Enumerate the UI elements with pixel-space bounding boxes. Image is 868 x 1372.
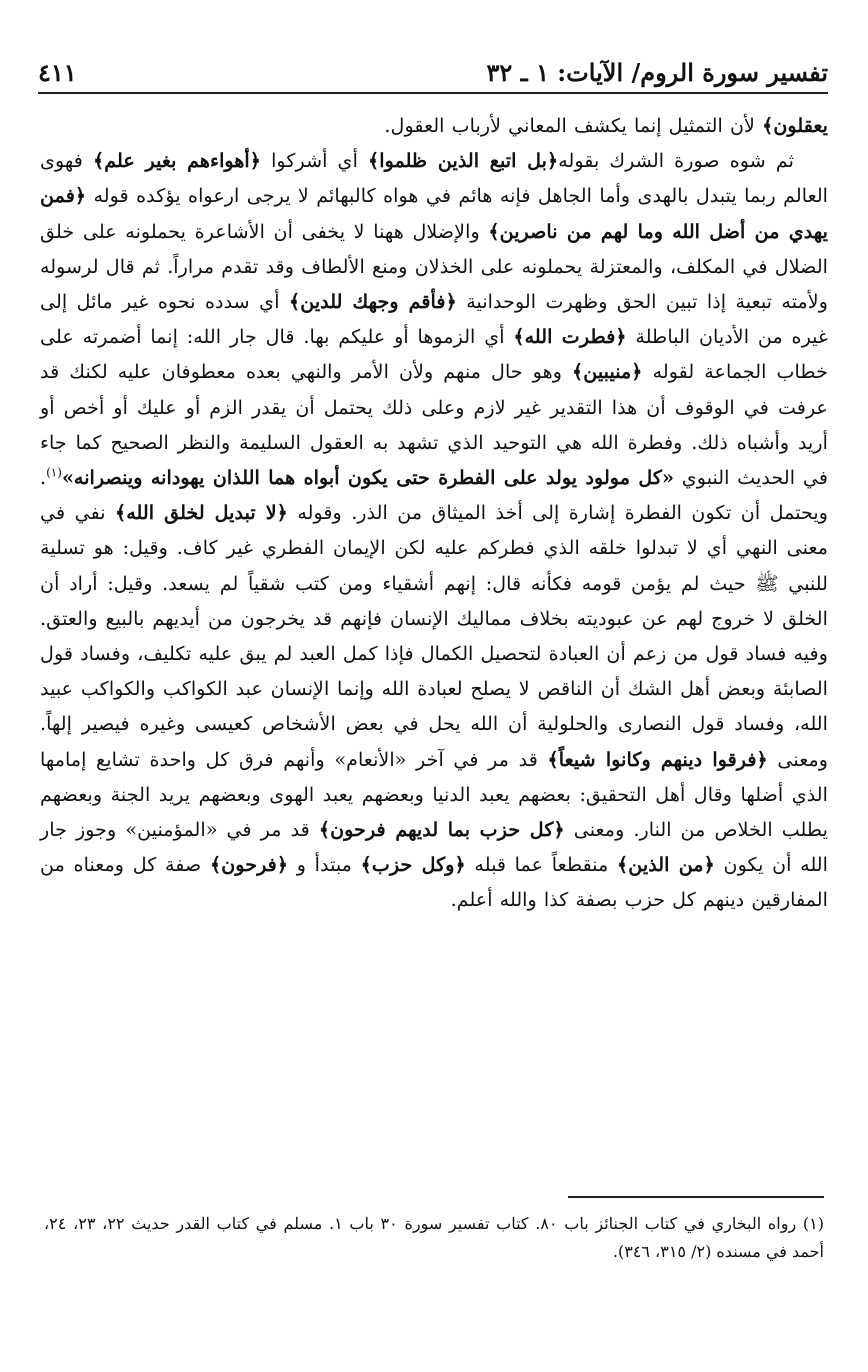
- quran-quote: ﴿منيبين﴾: [572, 360, 643, 384]
- header-title: تفسير سورة الروم/ الآيات: ١ ـ ٣٢: [486, 58, 828, 87]
- quran-quote: ﴿فرحون﴾: [209, 853, 289, 877]
- commentary-text: لأن التمثيل إنما يكشف المعاني لأرباب العقول.: [384, 114, 763, 137]
- quran-quote: ﴿وكل حزب﴾: [360, 853, 466, 877]
- commentary-text: قد مر في «المؤمنين» وجوز جار الله أن يكون: [40, 818, 828, 877]
- commentary-text: مبتدأ و: [288, 853, 361, 877]
- quran-quote: ﴿فطرت الله﴾: [513, 325, 627, 349]
- paragraph-1: [40, 108, 828, 143]
- commentary-text: فهوى العالم ربما يتبدل بالهدى وأما الجاهل فإنه هائم في هواه كالبهائم لا يرجى ارعواه يؤكده قوله: [40, 149, 828, 208]
- commentary-text: والإضلال ههنا لا يخفى أن الأشاعرة يحملونه على خلق الضلال في المكلف، والمعتزلة يحملونه على الخذلان ومنع الألطاف وقد تقدم مراراً. ثم قال لرسوله ولأمته تبعية إذا تبين الحق وظهرت الوحدانية: [40, 219, 828, 314]
- footnotes: [44, 1210, 824, 1266]
- quran-quote: ﴿بل اتبع الذين ظلموا﴾: [368, 149, 559, 173]
- footnote-1: (١) رواه البخاري في كتاب الجنائز باب ٨٠. كتاب تفسير سورة ٣٠ باب ١. مسلم في كتاب القدر حديث ٢٢، ٢٣، ٢٤، أحمد في مسنده (٢/ ٣١٥، ٣٤٦).: [44, 1214, 825, 1261]
- quran-quote: يعقلون﴾: [762, 114, 828, 137]
- footnote-divider: [568, 1196, 824, 1198]
- quran-quote: ﴿من الذين﴾: [617, 853, 715, 877]
- commentary-text: أي أشركوا: [261, 149, 368, 173]
- commentary-text: قد مر في آخر «الأنعام» وأنهم فرق كل واحدة تشايع إمامها الذي أضلها وقال أهل التحقيق: بعضهم يعبد الدنيا وبعضهم يعبد الهوى وبعضهم يريد الجنة وبعضهم يطلب الخلاص من النار. ومعنى: [40, 747, 828, 842]
- hadith-quote: «كل مولود يولد على الفطرة حتى يكون أبواه هما اللذان يهودانه وينصرانه»: [61, 466, 675, 490]
- quran-quote: ﴿كل حزب بما لديهم فرحون﴾: [318, 818, 565, 842]
- commentary-text: أي الزموها أو عليكم بها. قال جار الله: إنما أضمرته على خطاب الجماعة لقوله: [40, 325, 828, 384]
- commentary-text: نفي في معنى النهي أي لا تبدلوا خلقه الذي فطركم عليه لكن الإيمان الفطري غير كاف. وقيل: هو تسلية للنبي ﷺ حيث لم يؤمن قومه فكأنه قال: إنهم أشقياء ومن كتب شقياً لم يسعد. وقيل: أراد أن الخلق لا خروج لهم عن عبوديته بخلاف مماليك الإنسان فإنهم قد يخرجون من أيديهم بالبيع والعتق. وفيه فساد قول من زعم أن العبادة لتحصيل الكمال فإذا كمل العبد لم يبق عليه تكليف، وفساد قول الصابئة وبعض أهل الشك أن الناقص لا يصلح لعبادة الله وإنما الإنسان عبد الكواكب والكواكب عبيد الله، وفساد قول النصارى والحلولية أن الله يحل في بعض الأشخاص كعيسى وغيره فيصير إلهاً. ومعنى: [40, 501, 828, 771]
- commentary-text: ثم شوه صورة الشرك بقوله: [558, 149, 794, 173]
- footnote-reference[interactable]: (١): [46, 465, 62, 480]
- paragraph-2: [40, 143, 828, 917]
- commentary-text: وهو حال منهم ولأن الأمر والنهي بعده معطوفان عليه لكنك قد عرفت في الوقوف أن هذا التقدير غير لازم وعلى ذلك يحتمل أن يقدر الزم أو عليك أو أخص أو أريد وأشباه ذلك. وفطرة الله هي التوحيد الذي تشهد به العقول السليمة والنظر الصحيح كما جاء في الحديث النبوي: [40, 360, 829, 490]
- quran-quote: ﴿لا تبديل لخلق الله﴾: [115, 501, 288, 525]
- quran-quote: ﴿فرقوا دينهم وكانوا شيعاً﴾: [547, 747, 768, 771]
- quran-quote: ﴿فأقم وجهك للدين﴾: [288, 290, 457, 314]
- quran-quote: ﴿فمن يهدي من أضل الله وما لهم من ناصرين﴾: [40, 184, 828, 243]
- page-number: ٤١١: [38, 58, 77, 87]
- commentary-text: أي سدده نحوه غير مائل إلى غيره من الأديان الباطلة: [40, 290, 828, 349]
- commentary-text: منقطعاً عما قبله: [465, 853, 618, 877]
- commentary-text: . ويحتمل أن تكون الفطرة إشارة إلى أخذ الميثاق من الذر. وقوله: [40, 466, 828, 525]
- main-text: [40, 108, 828, 918]
- commentary-text: صفة كل ومعناه من المفارقين دينهم كل حزب بصفة كذا والله أعلم.: [40, 853, 828, 912]
- quran-quote: ﴿أهواءهم بغير علم﴾: [93, 149, 262, 173]
- running-header: [38, 52, 828, 94]
